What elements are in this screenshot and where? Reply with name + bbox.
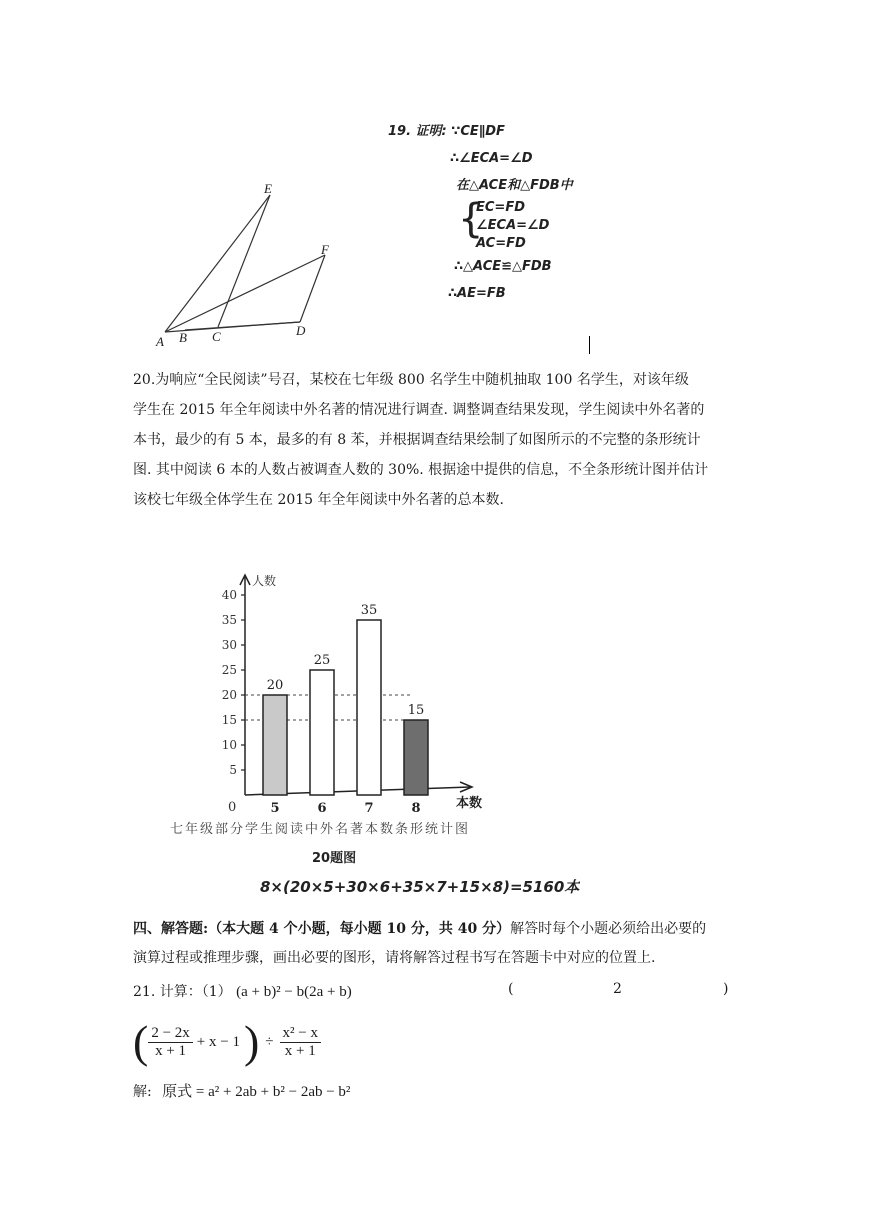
q20-line: 图. 其中阅读 6 本的人数占被调查人数的 30%. 根据途中提供的信息，不全条形统计图并估计: [133, 462, 709, 478]
fraction-2-denominator: x + 1: [284, 1042, 316, 1059]
q21-label: 21. 计算：（1）: [133, 984, 232, 1000]
q21-expression-1: (a + b)² − b(2a + b): [236, 984, 352, 1000]
point-label-e: E: [264, 181, 272, 196]
origin-label: 0: [228, 800, 237, 815]
y-tick-label: 40: [221, 588, 237, 602]
x-category-label: 7: [364, 801, 374, 816]
solution-line: ∠ECA=∠D: [476, 218, 550, 233]
fraction-1-numerator: 2 − 2x: [148, 1025, 192, 1043]
chart-caption: 七年级部分学生阅读中外名著本数条形统计图: [170, 822, 471, 837]
point-label-c: C: [212, 329, 221, 344]
bar-value-label: 15: [407, 703, 425, 718]
section-4-desc-1: 解答时每个小题必须给出必要的: [510, 921, 707, 937]
left-paren: (: [133, 1016, 149, 1067]
fraction-1-denominator: x + 1: [155, 1042, 187, 1059]
y-tick-label: 5: [229, 763, 237, 777]
q20-line: 20.为响应“全民阅读”号召，某校在七年级 800 名学生中随机抽取 100 名学生，对该年级: [133, 372, 689, 388]
q21-line-1: [133, 981, 743, 1001]
y-tick-label: 35: [221, 613, 237, 627]
point-label-b: B: [179, 330, 187, 345]
q19-geometry-figure: [150, 180, 350, 350]
q21-part2-number: 2: [613, 981, 622, 997]
bar-value-label: 25: [313, 653, 331, 668]
bar-7: [357, 620, 381, 795]
y-tick-label: 20: [221, 688, 237, 702]
y-axis-label: 人数: [252, 574, 277, 588]
solution-line: ∴AE=FB: [448, 286, 506, 301]
section-4-title: 四、解答题:（本大题 4 个小题，每小题 10 分，共 40 分）: [133, 921, 511, 937]
solution-line: ∴∠ECA=∠D: [450, 151, 533, 166]
solution-line: EC=FD: [476, 200, 525, 215]
right-paren: ): [243, 1016, 260, 1067]
answer-expression: 原式 = a² + 2ab + b² − 2ab − b²: [162, 1084, 351, 1100]
q19-handwritten-solution: [388, 118, 608, 307]
bar-value-label: 20: [266, 678, 284, 693]
section-4-heading: [133, 915, 743, 973]
y-tick-label: 30: [221, 638, 237, 652]
x-category-label: 6: [317, 801, 327, 816]
bar-6: [310, 670, 334, 795]
x-category-label: 5: [270, 801, 280, 816]
solution-line: AC=FD: [476, 236, 526, 251]
q21-part2-open: (: [508, 981, 514, 997]
handwritten-answer: 8×(20×5+30×6+35×7+15×8)=5160本: [260, 878, 580, 896]
q21-part2-close: ): [723, 981, 729, 997]
q21-expression-2: [133, 1017, 321, 1067]
solution-brace-group: [388, 196, 608, 253]
solution-line: ∴△ACE≌△FDB: [454, 259, 552, 274]
y-tick-label: 25: [221, 663, 237, 677]
expression-middle: + x − 1: [196, 1033, 240, 1050]
q20-bar-chart: [160, 565, 580, 905]
q20-line: 该校七年级全体学生在 2015 年全年阅读中外名著的总本数.: [133, 492, 504, 508]
bar-value-label: 35: [360, 603, 378, 618]
fraction-2: [280, 1025, 321, 1060]
point-label-a: A: [156, 334, 164, 349]
x-category-label: 8: [411, 801, 421, 816]
text-cursor: [589, 336, 590, 354]
q20-line: 学生在 2015 年全年阅读中外名著的情况进行调查. 调整调查结果发现，学生阅读中外名著的: [133, 402, 705, 418]
y-tick-label: 10: [221, 738, 237, 752]
section-4-line-1: [133, 915, 743, 944]
q20-question: [133, 365, 743, 515]
brace-symbol: {: [458, 196, 484, 242]
bar-5: [263, 695, 287, 795]
section-4-desc-2: 演算过程或推理步骤，画出必要的图形，请将解答过程书写在答题卡中对应的位置上.: [133, 950, 656, 966]
point-label-f: F: [321, 242, 329, 257]
bar-8: [404, 720, 428, 795]
point-label-d: D: [296, 323, 306, 338]
solution-line: 在△ACE和△FDB中: [456, 178, 573, 193]
answer-label: 解:: [133, 1084, 152, 1100]
q21-answer: [133, 1080, 350, 1101]
figure-label: 20题图: [312, 851, 357, 866]
fraction-1: [148, 1025, 192, 1060]
solution-line: 19. 证明: ∵CE∥DF: [388, 124, 505, 139]
fraction-2-numerator: x² − x: [280, 1025, 321, 1043]
q20-line: 本书，最少的有 5 本，最多的有 8 苯，并根据调查结果绘制了如图所示的不完整的条形统计: [133, 432, 701, 448]
y-tick-label: 15: [221, 713, 237, 727]
x-axis-label: 本数: [456, 796, 483, 811]
divide-sign: ÷: [265, 1033, 274, 1050]
